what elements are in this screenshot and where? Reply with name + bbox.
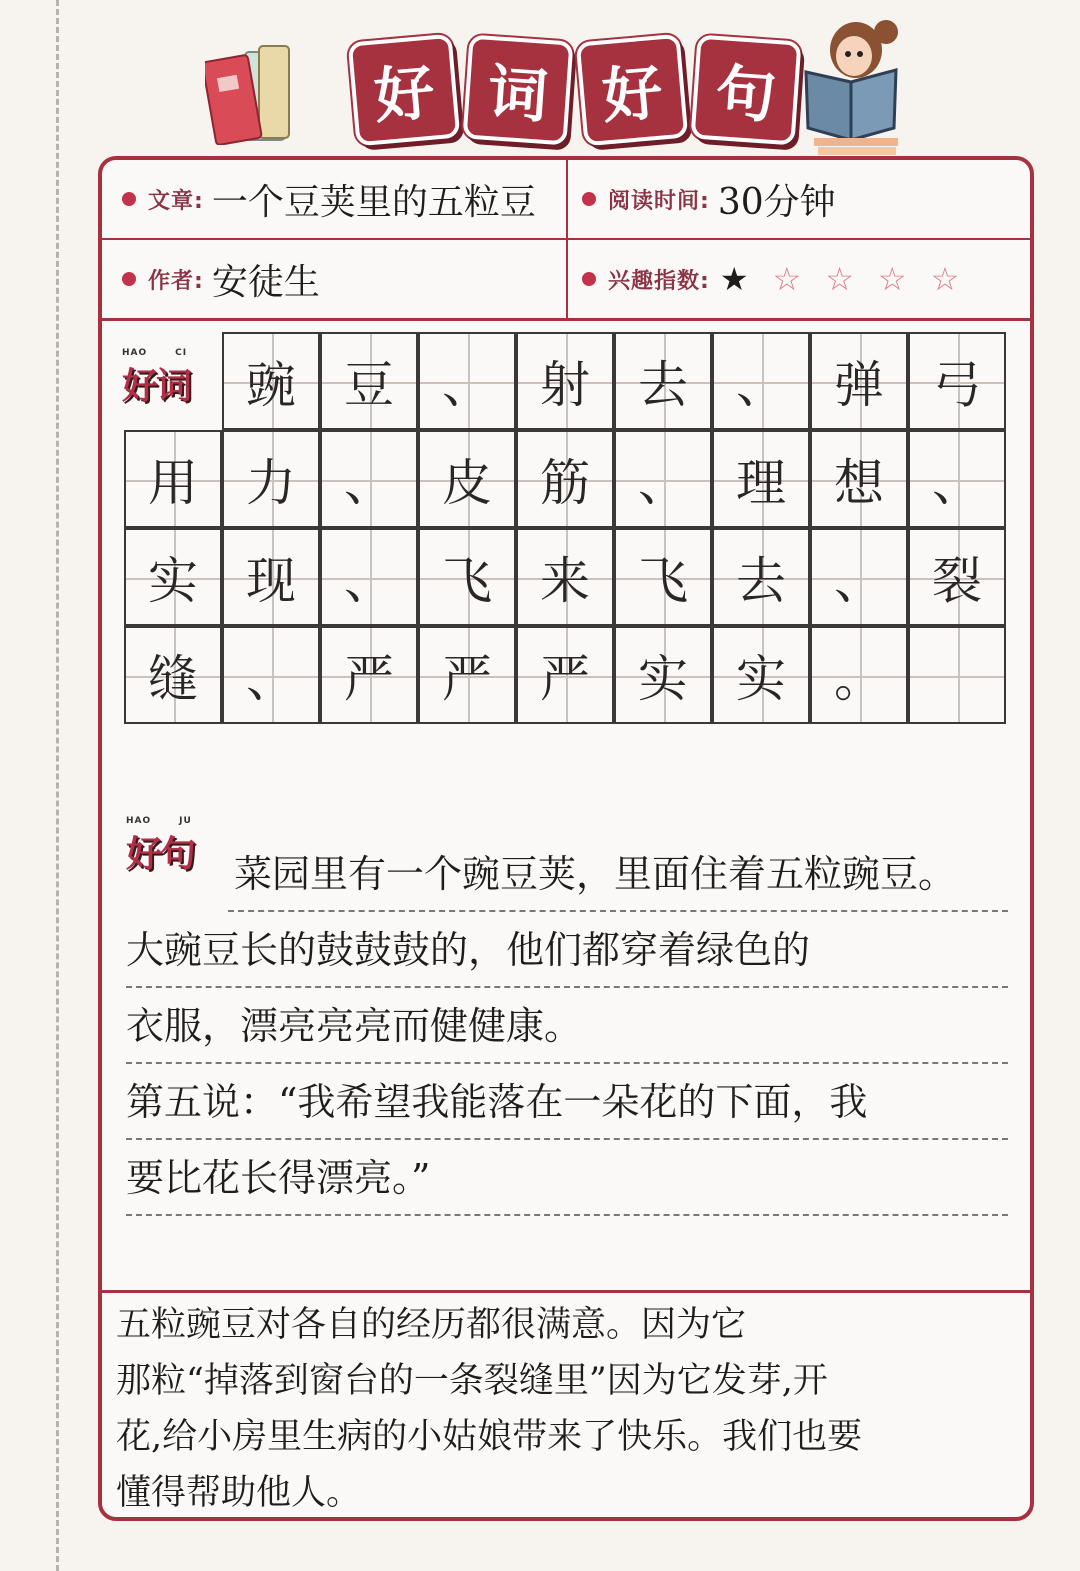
grid-cell xyxy=(320,528,418,626)
grid-cell xyxy=(320,430,418,528)
grid-char: 用 xyxy=(148,454,198,512)
article-label: 文章: xyxy=(148,188,204,214)
grid-char: 、 xyxy=(442,356,492,414)
grid-cell xyxy=(320,626,418,724)
grid-cell xyxy=(810,332,908,430)
sentence-line: 菜园里有一个豌豆荚，里面住着五粒豌豆。 xyxy=(228,836,1008,912)
title-char: 好 xyxy=(576,34,689,147)
pinyin-hao: HAO xyxy=(122,348,148,358)
grid-cell xyxy=(614,332,712,430)
grid-cell xyxy=(712,430,810,528)
grid-char: 去 xyxy=(638,356,688,414)
title-char: 句 xyxy=(690,34,801,145)
pinyin-hao: HAO xyxy=(126,816,152,826)
grid-cell xyxy=(810,626,908,724)
sentence-line: 衣服，漂亮亮亮而健健康。 xyxy=(126,988,1008,1064)
good-words-heading: 好词 xyxy=(122,366,191,407)
grid-char: 实 xyxy=(638,650,688,708)
grid-cell xyxy=(614,528,712,626)
grid-char: 射 xyxy=(540,356,590,414)
grid-char: 、 xyxy=(344,454,394,512)
star-empty-icon: ☆ xyxy=(930,260,960,298)
grid-cell xyxy=(418,528,516,626)
reading-time-label: 阅读时间: xyxy=(608,188,710,214)
grid-cell xyxy=(516,528,614,626)
grid-cell xyxy=(124,626,222,724)
article-value: 一个豆荚里的五粒豆 xyxy=(211,181,536,223)
grid-char: 来 xyxy=(540,552,590,610)
reading-card xyxy=(98,156,1034,1521)
grid-cell xyxy=(222,332,320,430)
star-empty-icon: ☆ xyxy=(772,260,802,298)
grid-cell xyxy=(712,332,810,430)
grid-char: 、 xyxy=(344,552,394,610)
grid-cell xyxy=(810,430,908,528)
books-illustration xyxy=(205,40,295,145)
good-sentences-heading: 好句 xyxy=(126,834,195,875)
grid-char: 皮 xyxy=(442,454,492,512)
grid-cell xyxy=(418,430,516,528)
grid-cell xyxy=(810,528,908,626)
grid-cell xyxy=(908,332,1006,430)
star-filled-icon: ★ xyxy=(719,260,749,298)
girl-reading-illustration xyxy=(796,10,906,160)
interest-field xyxy=(568,240,1030,318)
grid-char: 理 xyxy=(736,454,786,512)
bullet-dot xyxy=(122,192,136,206)
grid-char: 实 xyxy=(736,650,786,708)
grid-cell xyxy=(320,332,418,430)
author-field xyxy=(102,240,568,318)
info-row-article xyxy=(102,160,1030,240)
page-header xyxy=(0,0,1080,160)
binder-margin-line xyxy=(56,0,65,1571)
grid-cell xyxy=(516,332,614,430)
info-row-author xyxy=(102,240,1030,321)
bullet-dot xyxy=(582,272,596,286)
grid-cell xyxy=(222,528,320,626)
grid-cell xyxy=(124,528,222,626)
author-value: 安徒生 xyxy=(211,261,320,303)
grid-char: 、 xyxy=(736,356,786,414)
grid-char: 严 xyxy=(442,650,492,708)
grid-char: 缝 xyxy=(148,650,198,708)
pinyin-ju: JU xyxy=(179,816,192,826)
grid-char: 严 xyxy=(344,650,394,708)
sentence-line: 第五说：“我希望我能落在一朵花的下面，我 xyxy=(126,1064,1008,1140)
grid-cell xyxy=(908,626,1006,724)
grid-char: 实 xyxy=(148,552,198,610)
grid-cell xyxy=(712,626,810,724)
title-char: 词 xyxy=(462,34,573,145)
interest-label: 兴趣指数: xyxy=(608,268,710,294)
grid-char: 现 xyxy=(246,552,296,610)
grid-char: 严 xyxy=(540,650,590,708)
grid-char: 、 xyxy=(834,552,884,610)
good-sentences-label xyxy=(126,816,194,877)
grid-cell xyxy=(614,626,712,724)
summary-line: 五粒豌豆对各自的经历都很满意。因为它 xyxy=(116,1305,747,1345)
author-label: 作者: xyxy=(148,268,204,294)
grid-char: 筋 xyxy=(540,454,590,512)
bullet-dot xyxy=(122,272,136,286)
grid-cell xyxy=(124,430,222,528)
sentence-line: 大豌豆长的鼓鼓鼓的，他们都穿着绿色的 xyxy=(126,912,1008,988)
grid-char: 豆 xyxy=(344,356,394,414)
grid-char: 力 xyxy=(246,454,296,512)
grid-char: 去 xyxy=(736,552,786,610)
pinyin-ci: CI xyxy=(175,348,188,358)
title-char: 好 xyxy=(348,34,461,147)
grid-char: 豌 xyxy=(246,356,296,414)
grid-char: 弓 xyxy=(932,356,982,414)
grid-char: 。 xyxy=(834,650,884,708)
grid-char: 、 xyxy=(932,454,982,512)
sentence-line: 要比花长得漂亮。” xyxy=(126,1140,1008,1216)
reading-time-value: 30分钟 xyxy=(717,181,836,223)
grid-cell xyxy=(516,430,614,528)
grid-char: 、 xyxy=(246,650,296,708)
grid-char: 弹 xyxy=(834,356,884,414)
grid-cell xyxy=(516,626,614,724)
grid-cell xyxy=(418,626,516,724)
star-empty-icon: ☆ xyxy=(825,260,854,298)
summary-section xyxy=(102,1290,1030,1517)
interest-rating xyxy=(720,260,959,298)
summary-line: 懂得帮助他人。 xyxy=(116,1473,362,1513)
grid-char: 飞 xyxy=(442,552,492,610)
article-field xyxy=(102,160,568,238)
grid-cell xyxy=(614,430,712,528)
page-title xyxy=(352,38,798,142)
grid-char: 裂 xyxy=(932,552,982,610)
grid-char: 飞 xyxy=(638,552,688,610)
grid-cell xyxy=(418,332,516,430)
summary-line: 那粒“掉落到窗台的一条裂缝里”因为它发芽,开 xyxy=(116,1361,828,1401)
bullet-dot xyxy=(582,192,596,206)
summary-line: 花,给小房里生病的小姑娘带来了快乐。我们也要 xyxy=(116,1417,863,1457)
grid-cell xyxy=(222,626,320,724)
good-words-label xyxy=(122,348,190,409)
grid-cell xyxy=(712,528,810,626)
grid-char: 、 xyxy=(638,454,688,512)
star-empty-icon: ☆ xyxy=(877,260,907,298)
grid-cell xyxy=(222,430,320,528)
grid-cell xyxy=(908,430,1006,528)
reading-time-field xyxy=(568,160,1030,238)
grid-cell xyxy=(908,528,1006,626)
grid-char: 想 xyxy=(834,454,884,512)
